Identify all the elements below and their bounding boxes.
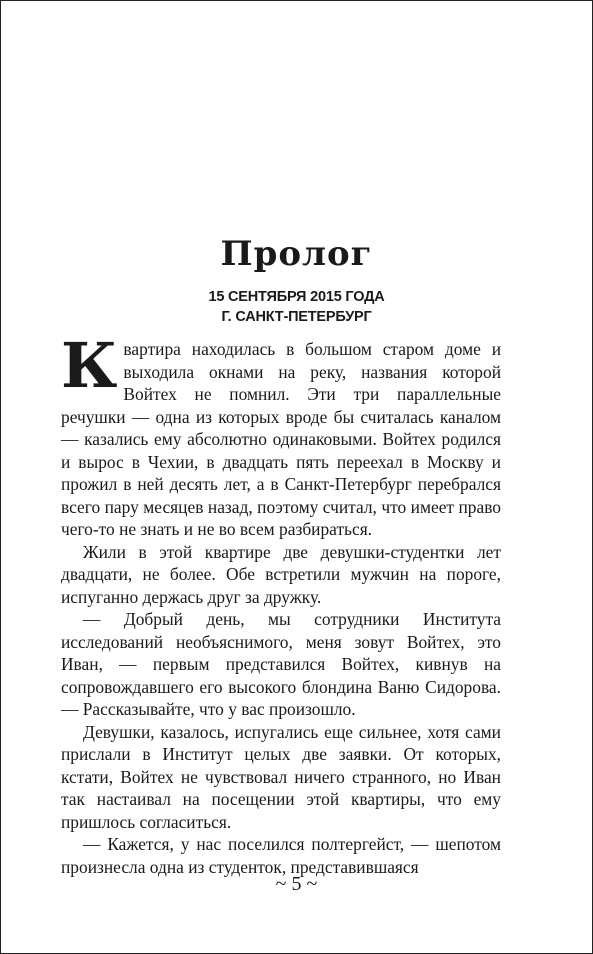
paragraph-1-text: вартира находилась в большом старом доме и выходила окнами на реку, названия которой Войтех не помнил. Эти три параллельные речушки — одна из которых вроде бы считалась каналом — казались ему абсолютно одинаковыми. Войтех родился и вырос в Чехии, в двадцать пять переехал в Москву и прожил в ней десять лет, а в Санкт-Петербург перебрался всего пару месяцев назад, поэтому считал, что имеет право чего-то не знать и не во всем разбираться. <box>61 339 501 539</box>
paragraph-4: Девушки, казалось, испугались еще сильнее, хотя сами прислали в Институт целых две заявки. От которых, кстати, Войтех не чувствовал ничего странного, но Иван так настаивал на посещении этой квартиры, что ему пришлось согласиться. <box>61 721 501 832</box>
chapter-title: Пролог <box>220 234 373 274</box>
drop-cap: К <box>61 329 118 402</box>
paragraph-5: — Кажется, у нас поселился полтергейст, — шепотом произнесла одна из студенток, представившаяся <box>61 834 501 877</box>
chapter-place: Г. САНКТ-ПЕТЕРБУРГ <box>221 309 372 325</box>
page-number: ~ 5 ~ <box>275 873 318 895</box>
body-text <box>61 329 501 878</box>
paragraph-3: — Добрый день, мы сотрудники Института исследований необъяснимого, меня зовут Войтех, это Иван, — первым представился Войтех, кивнув на сопровождавшего его высокого блондина Ваню Сидорова. — Рассказывайте, что у вас произошло. <box>61 609 501 719</box>
chapter-date: 15 СЕНТЯБРЯ 2015 ГОДА <box>208 289 385 305</box>
paragraph-1 <box>61 329 501 541</box>
paragraph-2: Жили в этой квартире две девушки-студентки лет двадцати, не более. Обе встретили мужчин на пороге, испуганно держась друг за дружку. <box>61 541 501 607</box>
